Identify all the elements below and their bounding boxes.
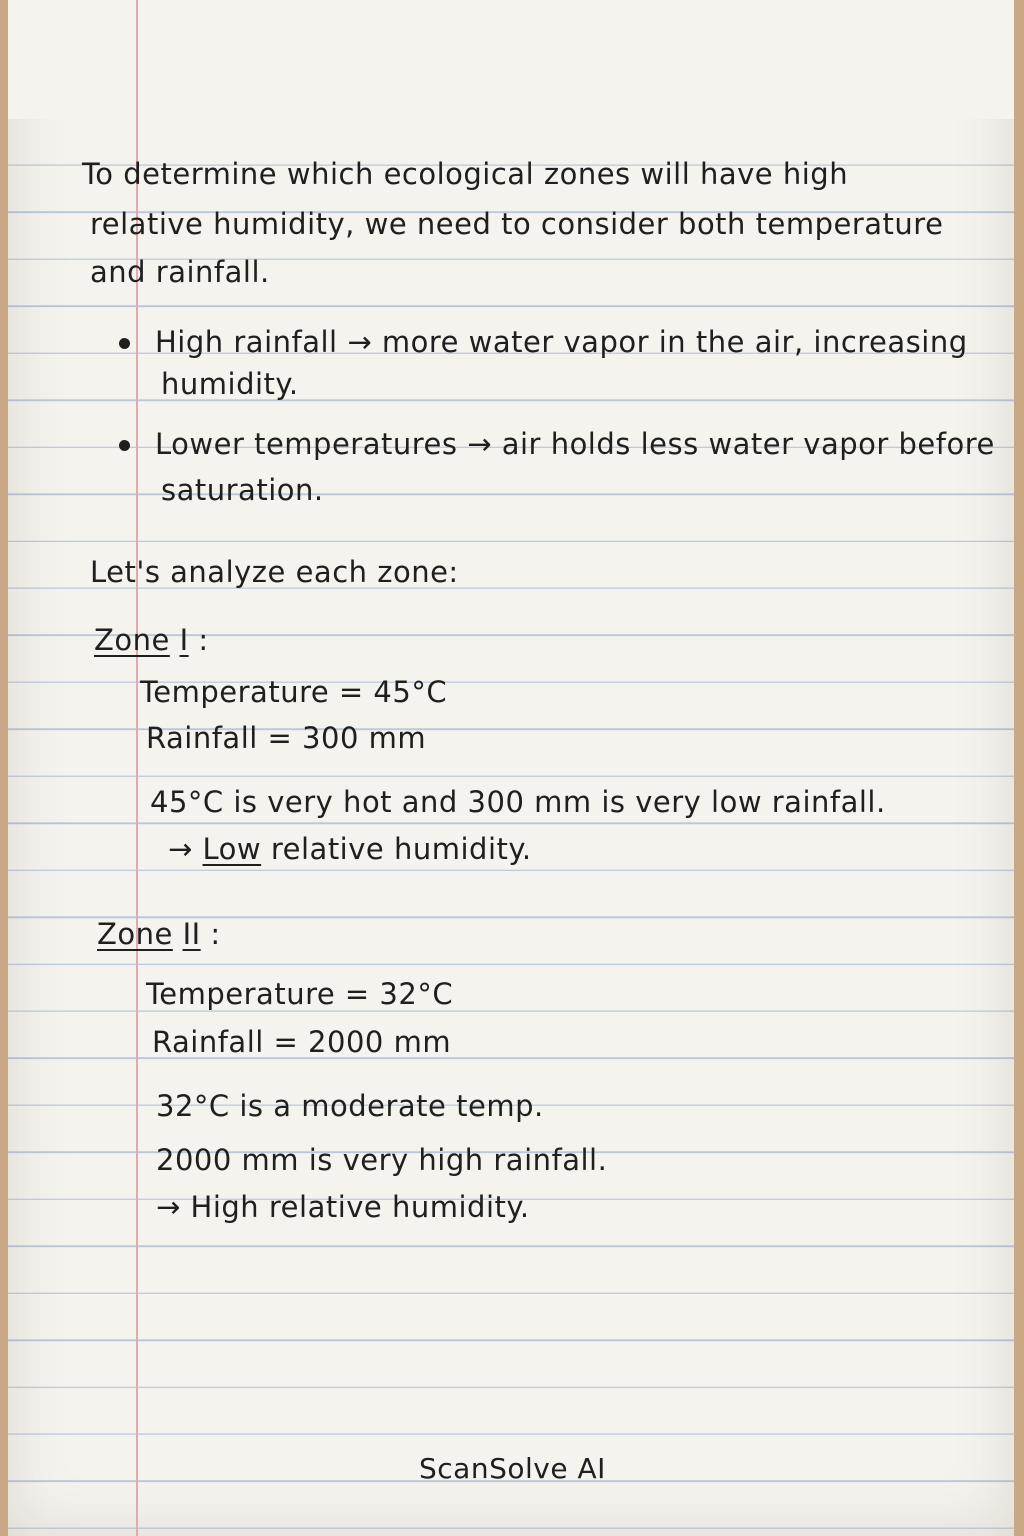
intro-line-2: relative humidity, we need to consider both temperature <box>90 207 944 241</box>
zone-1-numeral: I <box>179 623 189 657</box>
zone-1-title: Zone <box>94 623 170 657</box>
intro-line-3: and rainfall. <box>90 255 270 289</box>
zone-2-temperature: Temperature = 32°C <box>146 977 454 1011</box>
zone-2-analysis-1: 32°C is a moderate temp. <box>156 1089 544 1123</box>
zone-1-heading <box>94 623 209 657</box>
arrow-icon: → <box>168 832 193 866</box>
zone-2-analysis-2: 2000 mm is very high rainfall. <box>156 1143 608 1177</box>
zone-2-conclusion: → High relative humidity. <box>156 1190 530 1224</box>
zone-1-conclusion-emphasis: Low <box>202 832 262 866</box>
bullet-2-line-1: Lower temperatures → air holds less water vapor before <box>155 427 995 461</box>
zone-1-temperature: Temperature = 45°C <box>140 675 448 709</box>
bullet-1-line-1: High rainfall → more water vapor in the air, increasing <box>155 325 968 359</box>
zone-2-heading <box>97 917 221 951</box>
footer-brand: ScanSolve AI <box>419 1452 606 1485</box>
zone-2-title: Zone <box>97 917 173 951</box>
zone-1-conclusion <box>168 832 532 866</box>
bullet-dot <box>119 338 130 349</box>
zone-2-colon: : <box>210 917 221 951</box>
analyze-heading: Let's analyze each zone: <box>90 555 459 589</box>
zone-1-colon: : <box>198 623 209 657</box>
zone-1-rainfall: Rainfall = 300 mm <box>146 721 427 755</box>
bullet-dot <box>119 440 130 451</box>
zone-1-analysis: 45°C is very hot and 300 mm is very low rainfall. <box>150 785 886 819</box>
bullet-1-line-2: humidity. <box>161 367 299 401</box>
zone-1-conclusion-text: relative humidity. <box>270 832 532 866</box>
bullet-2-line-2: saturation. <box>161 473 324 507</box>
intro-line-1: To determine which ecological zones will have high <box>82 157 849 191</box>
zone-2-numeral: II <box>182 917 201 951</box>
zone-2-rainfall: Rainfall = 2000 mm <box>152 1025 452 1059</box>
